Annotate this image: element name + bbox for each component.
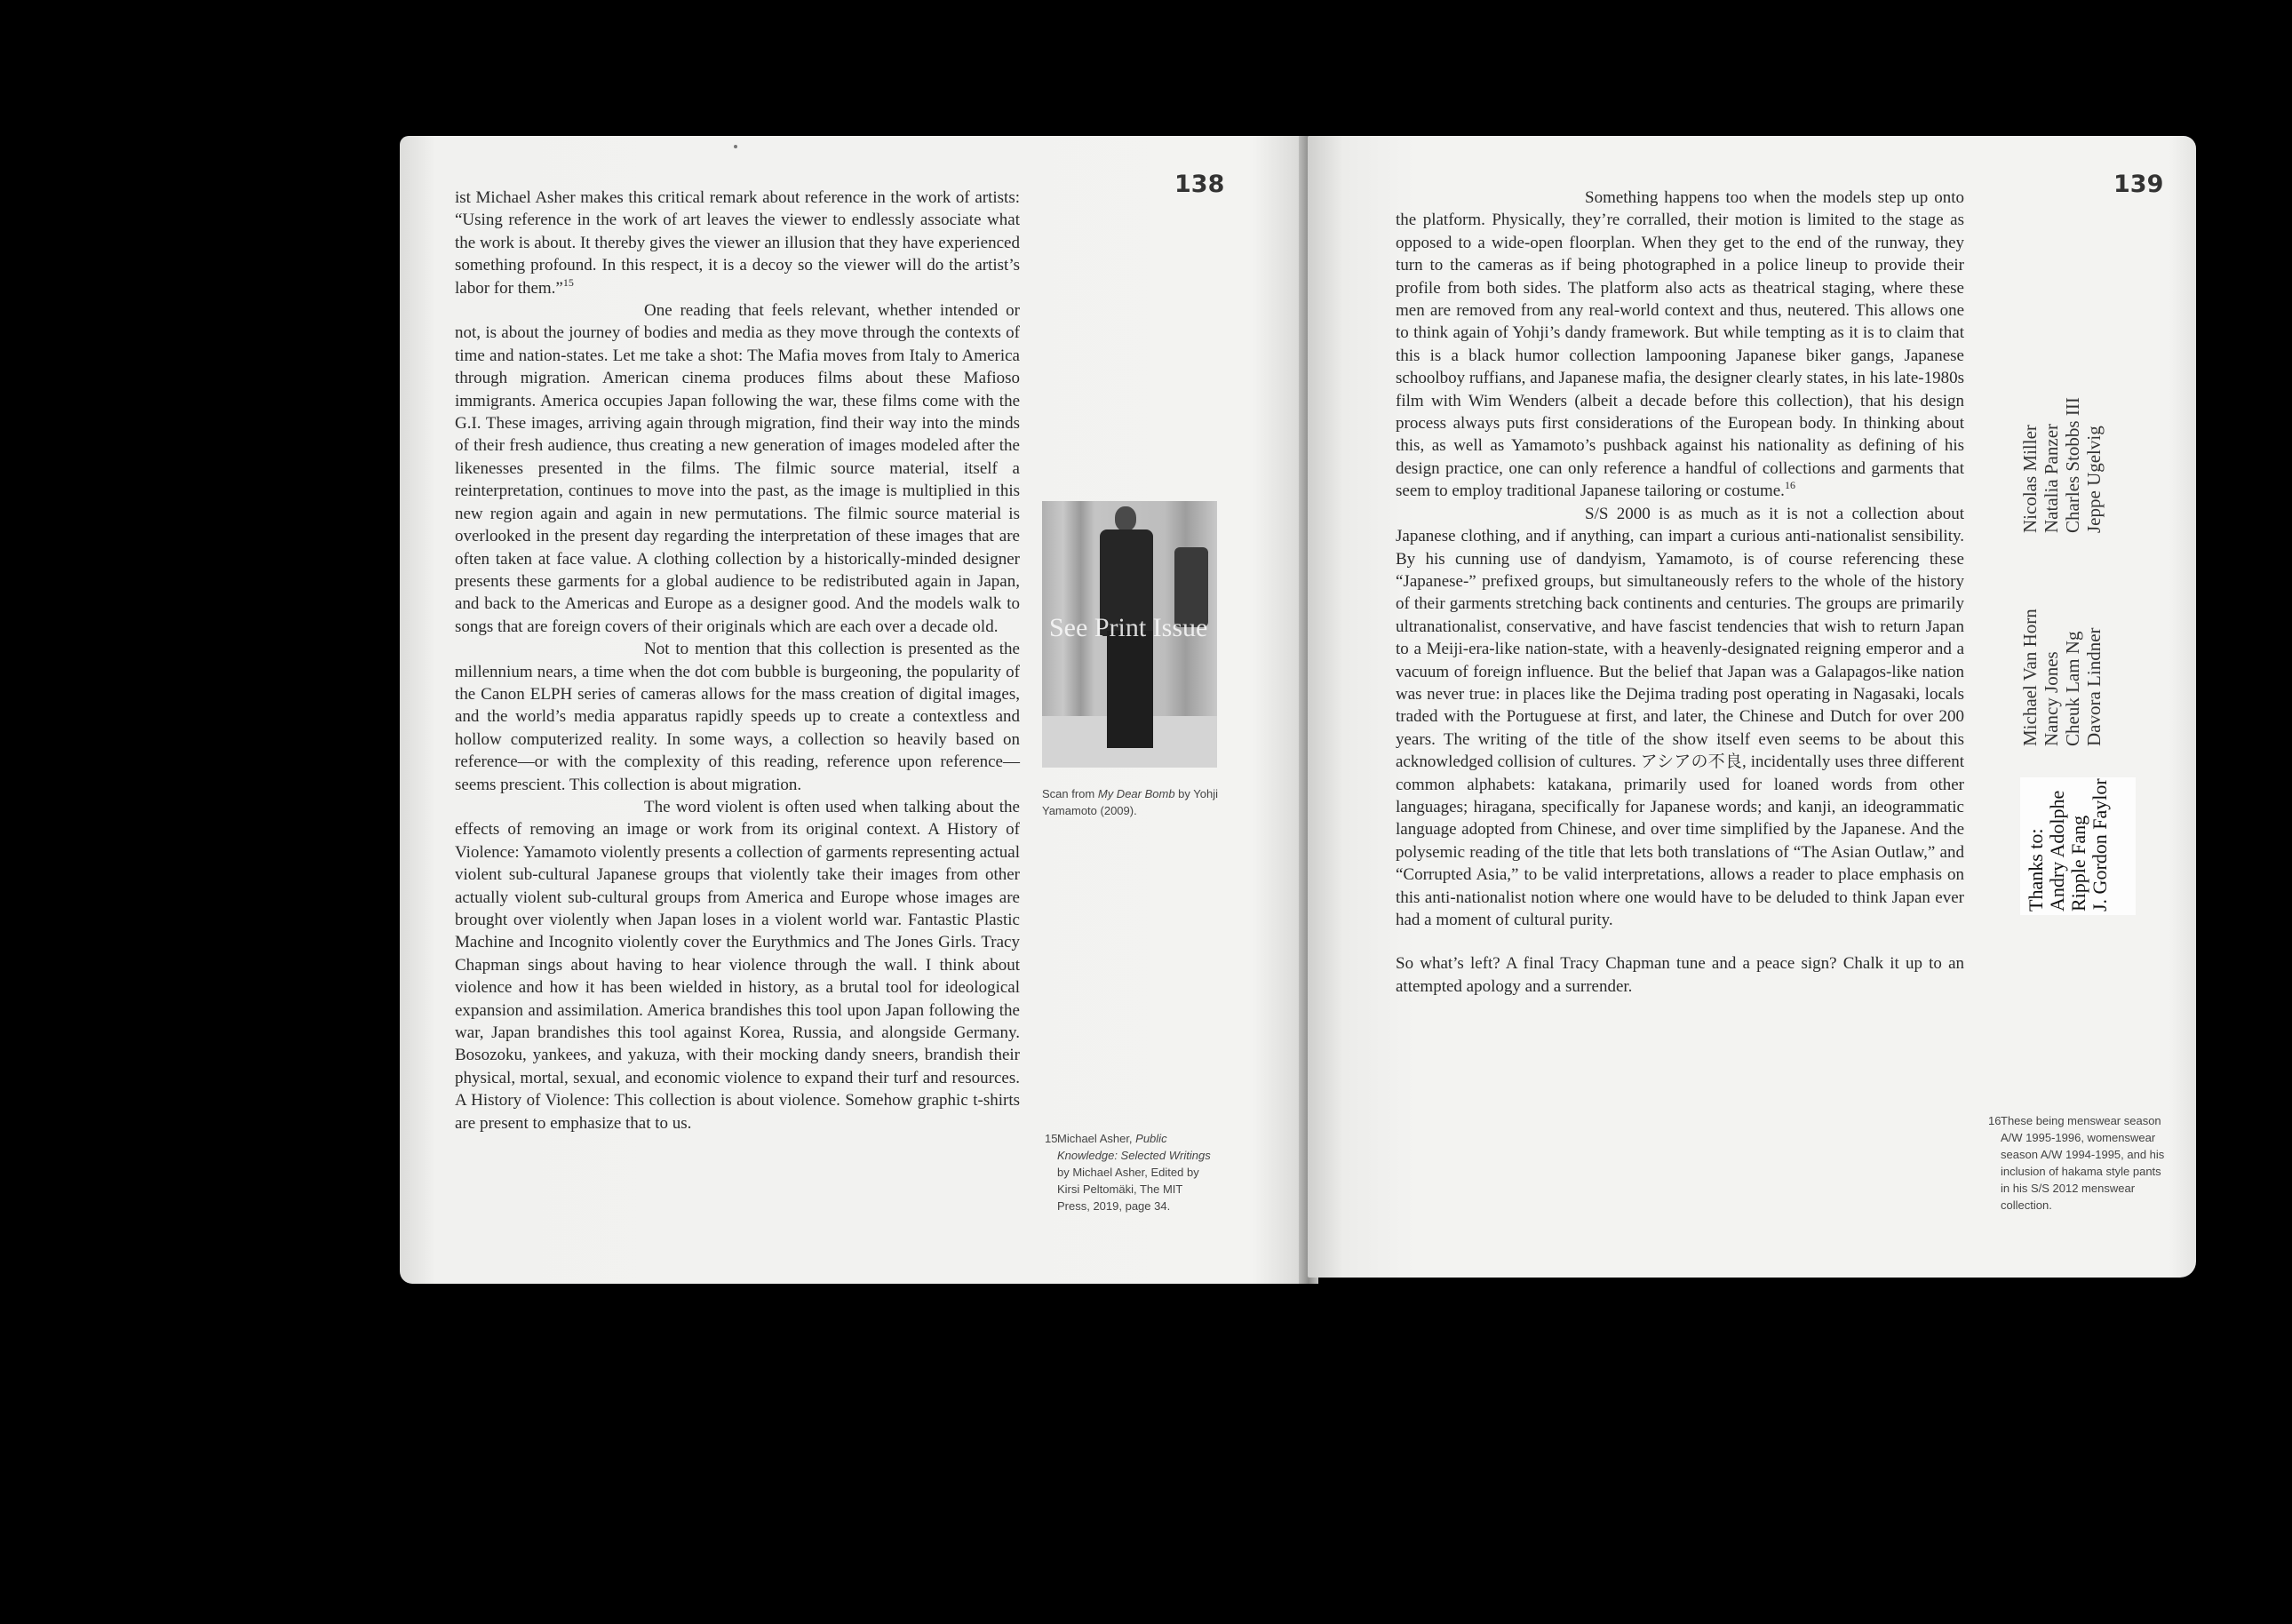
- page-number-139: 139: [2113, 171, 2164, 198]
- left-paragraph-1: ist Michael Asher makes this critical remark about reference in the work of artists: “Using reference in the work of art leaves the viewer to endlessly associate what the work is about. It thereby gives the viewer an illusion that they have experienced something profound. In this respect, it is a decoy so the viewer will do the artist’s labor for them.”$^{15}$: [455, 188, 1020, 298]
- credits-column-1: Nicolas Miller Natalia Panzer Charles Stobbs III Jeppe Ugelvig: [2019, 397, 2105, 533]
- page-number-138: 138: [1174, 171, 1225, 198]
- left-body-text: [455, 187, 1020, 1134]
- right-paragraph-1: Something happens too when the models step up onto the platform. Physically, they’re corralled, their motion is limited to the stage as opposed to a wide-open floorplan. When they get to the end of the runway, they turn to the cameras as if being photographed in a police lineup to provide their profile from both sides. The platform also acts as theatrical staging, where these men are removed from any real-world context and thus, neutered. This allows one to think again of Yohji’s dandy framework. But while tempting as it is to claim that this is a black humor collection lampooning Japanese biker gangs, Japanese schoolboy ruffians, and Japanese mafia, the designer clearly states, in his late-1980s film with Wim Wenders (albeit a decade before this collection), that his design process always puts first considerations of the European body. In thinking about this, as well as Yamamoto’s pushback against his nationality as defining of his design practice, one can only reference a handful of collections and garments that seem to employ traditional Japanese tailoring or costume.$^{16}$: [1396, 188, 1964, 501]
- footnote-ref-15: 15: [562, 275, 574, 289]
- page-mark: [734, 145, 737, 148]
- credits-column-2: Michael Van Horn Nancy Jones Cheuk Lam Ng Davora Lindner: [2019, 609, 2105, 746]
- left-paragraph-4: The word violent is often used when talking about the effects of removing an image or work from its original context. A History of Violence: Yamamoto violently presents a collection of garments representing actual violent sub-cultural Japanese groups that violently take their images from other actually violent sub-cultural groups from America and Europe whose images are brought over violently when Japan loses in a violent world war. Fantastic Plastic Machine and Incognito violently cover the Eurythmics and The Jones Girls. Tracy Chapman sings about having to hear violence through the wall. I think about violence and how it has been wielded in history, as a brutal tool for ideological expansion and assimilation. America brandishes this tool upon Japan following the war, Japan brandishes this tool against Korea, Russia, and alongside Germany. Bosozoku, yankees, and yakuza, with their mocking dandy sneers, brandish their physical, mortal, sexual, and economic violence to expand their turf and resources. A History of Violence: This collection is about violence. Somehow graphic t-shirts are present to emphasize that to us.: [455, 797, 1020, 1133]
- see-print-issue-watermark: See Print Issue: [1049, 613, 1208, 642]
- right-paragraph-2: S/S 2000 is as much as it is not a collection about Japanese clothing, and if anything, can impart a curious anti-nationalist sensibility. By his cunning use of dandyism, Yamamoto, is of course referencing these “Japanese-” prefixed groups, but simultaneously refers to the whole of the history of their garments stretching back continents and centuries. The groups are primarily ultranationalist, conservative, and have fascist tendencies that wish to return Japan to a Meiji-era-like nation-state, with a heavenly-designated reigning emperor and a vacuum of foreign influence. But the belief that Japan was a Galapagos-like nation was never true: in places like the Dejima trading post operating in Nagasaki, locals traded with the Portuguese at first, and later, the Chinese and Dutch for over 200 years. The writing of the title of the show itself even seems to be about this acknowledged collision of cultures. アシアの不良, incidentally uses three different common alphabets: katakana, primarily used for loaned words from other languages; hiragana, specifically for Japanese words; and kanji, an ideogrammatic language adopted from Chinese, and over time simplified by the Japanese. And the polysemic reading of the title that lets both translations of “The Asian Outlaw,” and “Corrupted Asia,” to be valid interpretations, allows a reader to place emphasis on this anti-nationalist notion where one would have to be deluded to think Japan ever had a moment of cultural purity.: [1396, 504, 1964, 929]
- yamamoto-photo: [1042, 501, 1217, 768]
- photo-caption: Scan from My Dear Bomb by Yohji Yamamoto (2009).: [1042, 787, 1218, 817]
- left-paragraph-3: Not to mention that this collection is presented as the millennium nears, a time when the dot com bubble is burgeoning, the popularity of the Canon ELPH series of cameras allows for the mass creation of digital images, and the world’s media apparatus rapidly speeds up to create a contextless and hollow computerized reality. In some ways, a collection so heavily based on reference—or with the complexity of this reading, reference upon reference—seems prescient. This collection is about migration.: [455, 640, 1020, 794]
- left-paragraph-2: One reading that feels relevant, whether intended or not, is about the journey of bodies and media as they move through the contexts of time and nation-states. Let me take a shot: The Mafia moves from Italy to America through migration. American cinema produces films about these Mafioso immigrants. America occupies Japan following the war, these films come with the G.I. These images, arriving again through migration, find their way into the minds of their fresh audience, thus creating a new generation of images modeled after the likenesses presented in the films. The filmic source material, itself a reinterpretation, continues to move into the past, as the image is multiplied in this new region again and again in new permutations. The filmic source material is overlooked in the present day regarding the interpretation of these images that are often taken at face value. A clothing collection by a historically-minded designer presents these garments for a global audience to be redistributed again in Japan, and back to the Americas and Europe as a designer good. And the models walk to songs that are foreign covers of their originals which are each over a decade old.: [455, 301, 1020, 636]
- footnote-ref-16: 16: [1784, 479, 1795, 492]
- thanks-list: Thanks to: Andry Adolphe Ripple Fang J. Gordon Faylor: [2025, 778, 2111, 912]
- right-paragraph-3: So what’s left? A final Tracy Chapman tune and a peace sign? Chalk it up to an attempted apology and a surrender.: [1396, 954, 1964, 996]
- footnote-16: 16 These being menswear season A/W 1995-1996, womenswear season A/W 1994-1995, and his inclusion of hakama style pants in his S/S 2012 menswear collection.: [1988, 1114, 2165, 1212]
- right-body-text: [1396, 187, 1964, 998]
- footnote-15: 15 Michael Asher, Public Knowledge: Selected Writings by Michael Asher, Edited by Kirsi Peltomäki, The MIT Press, 2019, page 34.: [1045, 1132, 1211, 1213]
